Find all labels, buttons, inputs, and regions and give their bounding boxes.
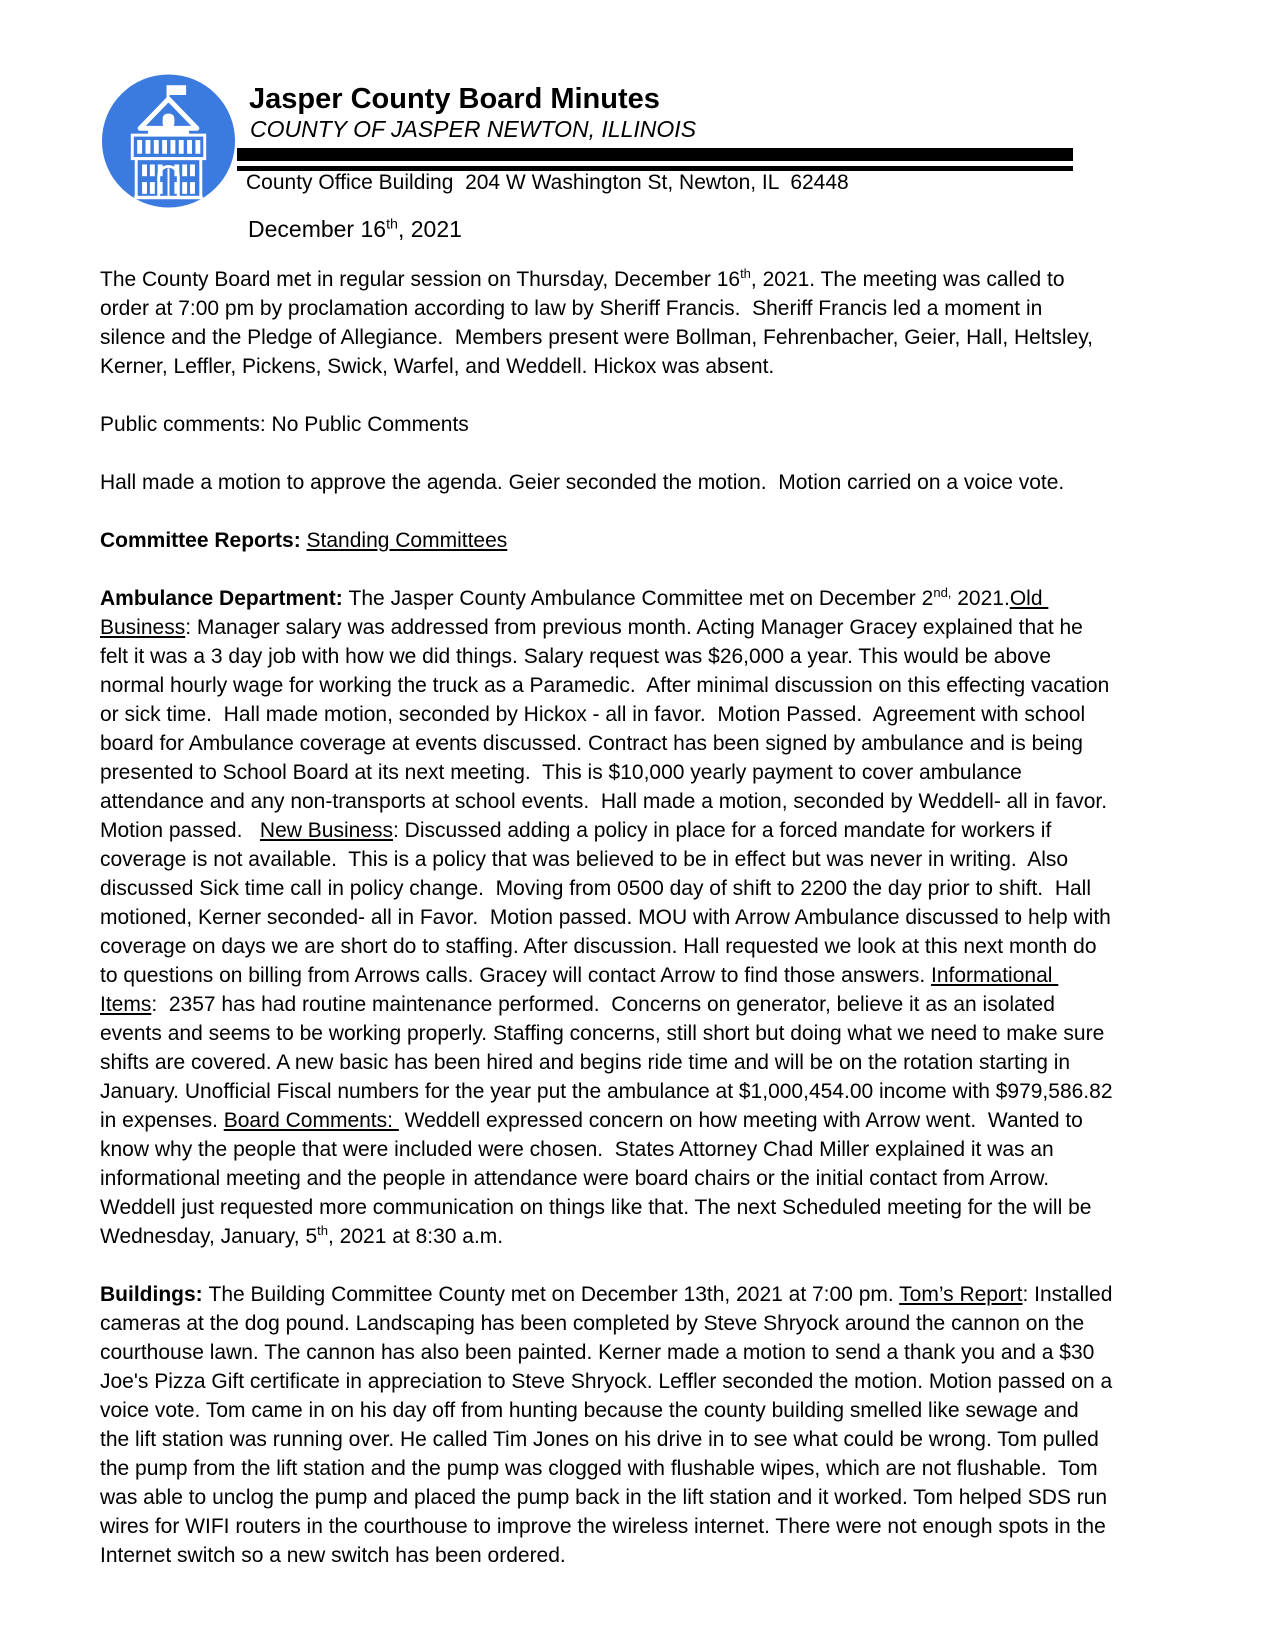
meeting-date: December 16th, 2021	[248, 216, 462, 242]
office-address: County Office Building 204 W Washington St, Newton, IL 62448	[246, 171, 849, 194]
courthouse-icon	[100, 72, 237, 210]
minutes-body	[100, 265, 1119, 1599]
committee-reports-heading: Committee Reports: Standing Committees	[100, 529, 508, 552]
county-logo	[100, 72, 237, 210]
buildings-paragraph: Buildings: The Building Committee County met on December 13th, 2021 at 7:00 pm. Tom’s Report: Installed cameras at the dog pound. Landscaping has been completed by Steve Shryock around the cannon on the courthouse lawn. The cannon has also been painted. Kerner made a motion to send a thank you and a $30 Joe's Pizza Gift certificate in appreciation to Steve Shryock. Leffler seconded the motion. Motion passed on a voice vote. Tom came in on his day off from hunting because the county building smelled like sewage and the lift station was running over. He called Tim Jones on his drive in to see what could be wrong. Tom pulled the pump from the lift station and the pump was clogged with flushable wipes, which are not flushable. Tom was able to unclog the pump and placed the pump back in the lift station and it worked. Tom helped SDS run wires for WIFI routers in the courthouse to improve the wireless internet. There were not enough spots in the Internet switch so a new switch has been ordered.	[100, 1283, 1119, 1567]
ambulance-department-paragraph: Ambulance Department: The Jasper County Ambulance Committee met on December $2^{nd,}$ 2021.Old Business: Manager salary was addressed from previous month. Acting Manager Gracey explained that he felt it was a 3 day job with how we did things. Salary request was $26,000 a year. This would be above normal hourly wage for working the truck as a Paramedic. After minimal discussion on this effecting vacation or sick time. Hall made motion, seconded by Hickox - all in favor. Motion Passed. Agreement with school board for Ambulance coverage at events discussed. Contract has been signed by ambulance and is being presented to School Board at its next meeting. This is $10,000 yearly payment to cover ambulance attendance and any non-transports at school events. Hall made a motion, seconded by Weddell- all in favor. Motion passed. New Business: Discussed adding a policy in place for a forced mandate for workers if coverage is not available. This is a policy that was believed to be in effect but was never in writing. Also discussed Sick time call in policy change. Moving from 0500 day of shift to 2200 the day prior to shift. Hall motioned, Kerner seconded- all in Favor. Motion passed. MOU with Arrow Ambulance discussed to help with coverage on days we are short do to staffing. After discussion. Hall requested we look at this next month do to questions on billing from Arrows calls. Gracey will contact Arrow to find those answers. Informational Items: 2357 has had routine maintenance performed. Concerns on generator, believe it as an isolated events and seems to be working properly. Staffing concerns, still short but doing what we need to make sure shifts are covered. A new basic has been hired and begins ride time and will be on the rotation starting in January. Unofficial Fiscal numbers for the year put the ambulance at $1,000,454.00 income with $979,586.82 in expenses. Board Comments: Weddell expressed concern on how meeting with Arrow went. Wanted to know why the people that were included were chosen. States Attorney Chad Miller explained it was an informational meeting and the people in attendance were board chairs or the initial contact from Arrow. Weddell just requested more communication on things like that. The next Scheduled meeting for the will be Wednesday, January, 5th, 2021 at 8:30 a.m.	[100, 585, 1119, 1248]
public-comments-paragraph: Public comments: No Public Comments	[100, 413, 469, 436]
agenda-motion-paragraph: Hall made a motion to approve the agenda. Geier seconded the motion. Motion carried on a voice vote.	[100, 471, 1065, 494]
page-title: Jasper County Board Minutes	[249, 83, 660, 115]
header-divider-thick	[237, 148, 1073, 161]
county-subtitle: COUNTY OF JASPER NEWTON, ILLINOIS	[250, 116, 697, 142]
meeting-intro-paragraph: The County Board met in regular session on Thursday, December 16th, 2021. The meeting was called to order at 7:00 pm by proclamation according to law by Sheriff Francis. Sheriff Francis led a moment in silence and the Pledge of Allegiance. Members present were Bollman, Fehrenbacher, Geier, Hall, Heltsley, Kerner, Leffler, Pickens, Swick, Warfel, and Weddell. Hickox was absent.	[100, 266, 1099, 378]
